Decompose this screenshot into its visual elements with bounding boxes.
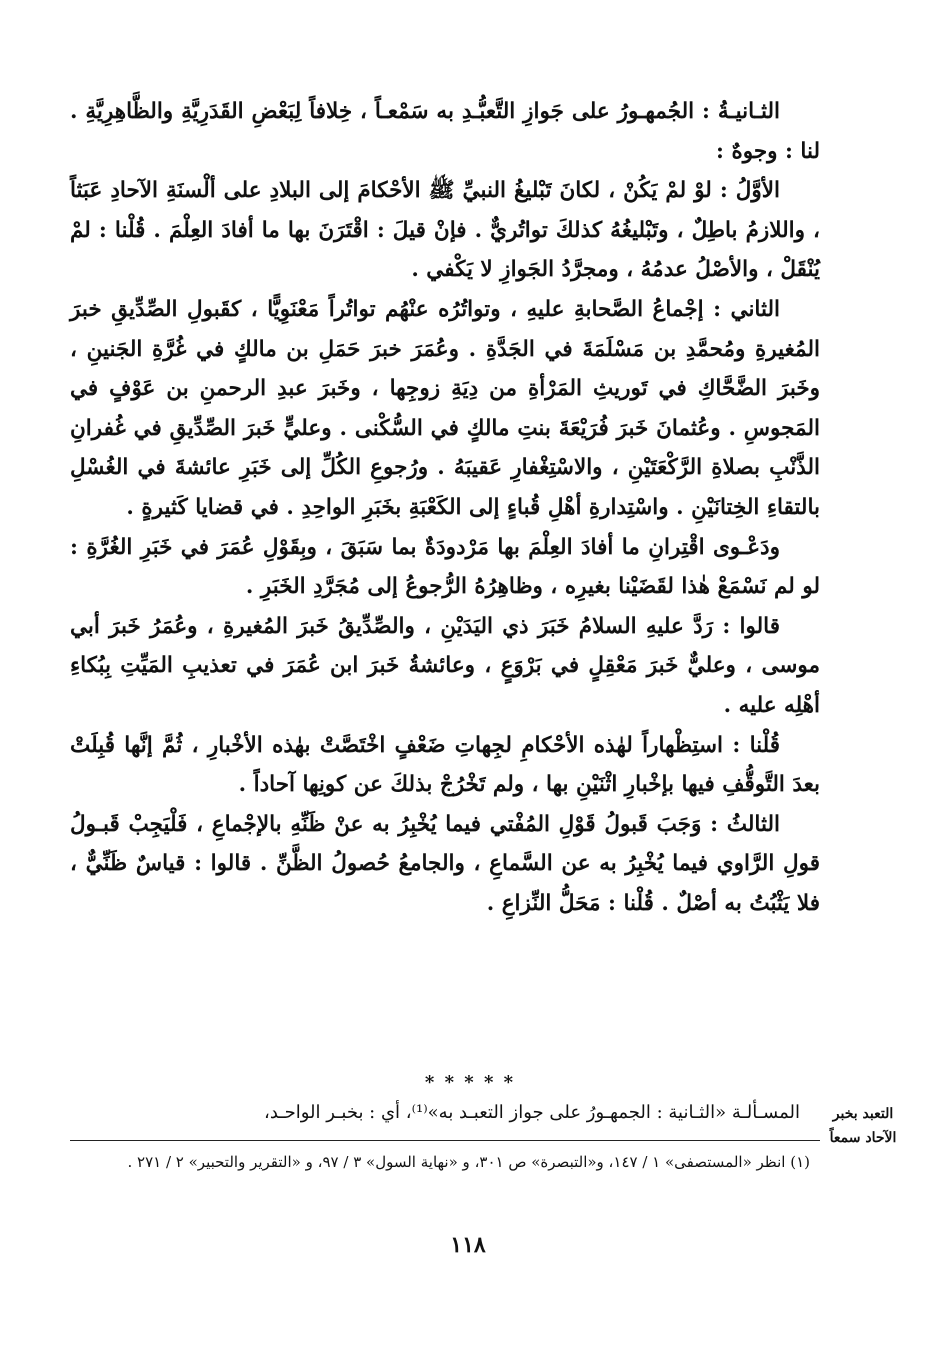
section-separator: * * * * * <box>424 1072 516 1093</box>
paragraph-4: ودَعْـوى اقْتِرانِ ما أفادَ العِلْمَ بها مَرْدودَةٌ بما سَبَقَ ، وبِقَوْلِ عُمَرَ في خَبَرِ الغُرَّةِ : لو لم نَسْمَعْ هٰذا لقَضَيْنا بغيرِه ، وظاهِرُهُ الرُّجوعُ إلى مُجَرَّدِ الخَبَرِ . <box>70 534 820 600</box>
margin-note-line-1: التعبد بخبر <box>832 1106 894 1122</box>
margin-note <box>808 1102 918 1150</box>
paragraph-6: قُلْنا : استِظْهاراً لهٰذه الأحْكامِ لجِهاتِ ضَعْفٍ اخْتَصَّتْ بهٰذه الأخْبارِ ، ثُمَّ إنَّها قُبِلَتْ بعدَ التَّوقُّفِ فيها بإخْبارِ اثْنَيْنِ بها ، ولم تَخْرُجْ بذلكَ عن كونِها آحاداً . <box>70 732 820 798</box>
paragraph-7: الثالثُ : وَجَبَ قَبولُ قَوْلِ المُفْتي فيما يُخْبِرُ به عنْ ظَنِّهِ بالإجْماعِ ، فَلْيَجِبْ قَبـولُ قولِ الرَّاوي فيما يُخْبِرُ به عن السَّماعِ ، والجامعُ حُصولُ الظَّنِّ . قالوا : قياسٌ ظَنِّيٌّ ، فلا يَثْبُتُ به أصْلٌ . قُلْنا : مَحَلُّ النِّزاعِ . <box>70 811 820 916</box>
footnote-divider <box>70 1140 820 1141</box>
paragraph-3: الثاني : إجْماعُ الصَّحابةِ عليهِ ، وتواتُرُه عنْهُم تواتُراً مَعْنَوِيًّا ، كقَبولِ الصِّدِّيقِ خبرَ المُغيرةِ ومُحمَّدِ بن مَسْلَمَةَ في الجَدَّةِ . وعُمَرَ خبرَ حَمَلِ بن مالكٍ في غُرَّةِ الجَنينِ ، وخَبرَ الضَّحَّاكِ في تَوريثِ المَرْأةِ من دِيَةِ زوجِها ، وخَبرَ عبدِ الرحمنِ بن عَوْفٍ في المَجوسِ . وعُثمانَ خَبرَ فُرَيْعَةَ بنتِ مالكٍ في السُّكْنى . وعليٍّ خَبرَ الصِّدِّيقِ في غُفرانِ الذَّنْبِ بصلاةِ الرَّكْعَتَيْنِ ، والاسْتِغْفارِ عَقيبَهُ . ورُجوعِ الكُلِّ إلى خَبَرِ عائشةَ في الغُسْلِ بالتقاءِ الخِتانَيْنِ . واسْتِدارةِ أهْلِ قُباءٍ إلى الكَعْبَةِ بخَبَرِ الواحِدِ . في قضايا كَثيرةٍ . <box>70 296 820 520</box>
commentary-text: المسـألـة «الثـانية : الجمهـورُ على جواز التعبـد به»⁽¹⁾، أي : بخبـر الواحـد، <box>264 1102 800 1123</box>
footnote: (١) انظر «المستصفى» ١ / ١٤٧، و«التبصرة» ص ٣٠١، و «نهاية السول» ٣ / ٩٧، و «التقرير والتحبير» ٢ / ٢٧١ . <box>127 1153 810 1171</box>
paragraph-5: قالوا : رَدَّ عليهِ السلامُ خَبَرَ ذي اليَدَيْنِ ، والصِّدِّيقُ خَبرَ المُغيرةِ ، وعُمَرُ خَبرَ أبي موسى ، وعليٌّ خَبرَ مَعْقِلٍ في بَرْوَعٍ ، وعائشةُ خَبرَ ابن عُمَرَ في تعذيبِ المَيِّتِ بِبُكاءِ أهْلِه عليه . <box>70 613 820 718</box>
main-text <box>70 92 820 923</box>
paragraph-2: الأوَّلُ : لوْ لمْ يَكُنْ ، لكانَ تَبْليغُ النبيِّ ﷺ الأحْكامَ إلى البلادِ على ألْسنَةِ الآحادِ عَبَثاً ، واللازمُ باطِلٌ ، وتَبْليغُهُ كذلكَ تواتُريٌّ . فإنْ قيلَ : اقْتَرَنَ بها ما أفادَ العِلْمَ . قُلْنا : لمْ يُنْقَلْ ، والأصْلُ عدمُهُ ، ومجرَّدُ الجَوازِ لا يَكْفي . <box>70 178 820 283</box>
paragraph-1: الثـانيـةُ : الجُمهـورُ على جَوازِ التَّعبُّـدِ به سَمْعـاً ، خِلافاً لِبَعْضِ القَدَرِيَّةِ والظَّاهِرِيَّةِ . لنا : وجوهٌ : <box>70 99 820 164</box>
page-number: ١١٨ <box>450 1232 486 1258</box>
margin-note-line-2: الآحاد سمعاً <box>829 1130 897 1146</box>
